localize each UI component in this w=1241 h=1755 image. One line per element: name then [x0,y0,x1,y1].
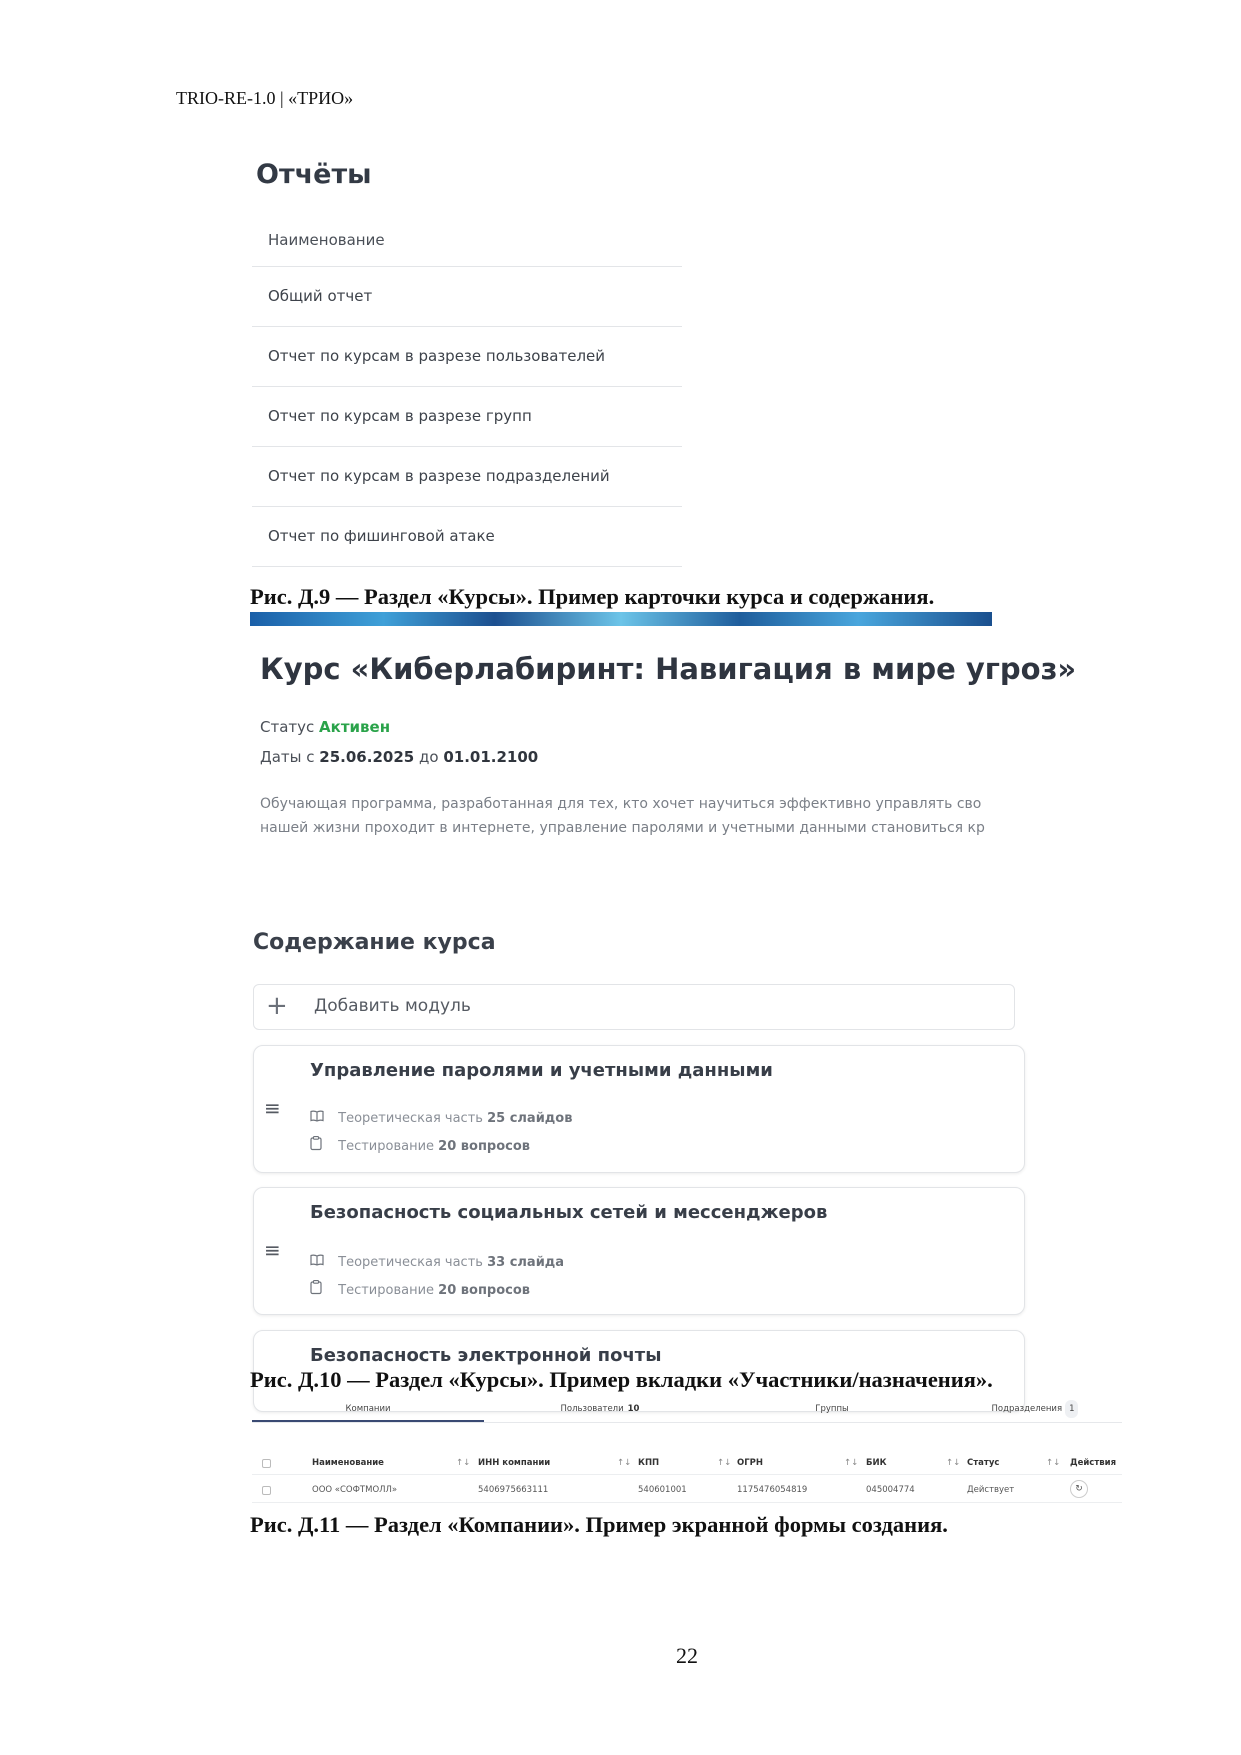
figure-caption-10: Рис. Д.10 — Раздел «Курсы». Пример вкладки «Участники/назначения». [250,1367,993,1392]
cell-ogrn: 1175476054819 [737,1485,808,1495]
column-header-kpp[interactable]: КПП [638,1458,660,1468]
test-count: 20 вопросов [438,1283,531,1298]
cell-kpp: 540601001 [638,1485,687,1495]
participants-table-panel [252,1400,1122,1508]
theory-label: Теоретическая часть [338,1255,483,1270]
tab-departments[interactable] [948,1400,1122,1422]
theory-count: 33 слайда [487,1255,565,1270]
tab-groups[interactable] [716,1400,948,1422]
date-to: 01.01.2100 [443,748,539,766]
module-test [310,1280,530,1298]
course-status [260,718,390,736]
column-header-status[interactable]: Статус [967,1458,1000,1468]
row-checkbox[interactable] [262,1486,271,1495]
sort-icon[interactable]: ↑↓ [946,1458,961,1468]
module-theory [310,1254,564,1270]
reports-panel [252,160,682,567]
tab-label: Группы [815,1404,849,1414]
plus-icon: + [266,991,288,1021]
drag-handle-icon[interactable]: ≡ [264,1238,281,1262]
course-card [250,612,1077,1366]
tabs-divider [252,1422,1122,1423]
date-from: 25.06.2025 [319,748,415,766]
figure-caption-11: Рис. Д.11 — Раздел «Компании». Пример экранной формы создания. [250,1512,948,1537]
module-card[interactable] [253,1045,1025,1173]
figure-caption-9: Рис. Д.9 — Раздел «Курсы». Пример карточки курса и содержания. [250,584,935,609]
refresh-icon[interactable]: ↻ [1070,1480,1088,1498]
status-label: Статус [260,718,315,736]
module-theory [310,1110,572,1126]
test-label: Тестирование [338,1283,435,1298]
clipboard-icon [310,1280,326,1298]
reports-title: Отчёты [256,159,372,190]
report-row-general[interactable]: Общий отчет [252,267,682,327]
column-header-bik[interactable]: БИК [866,1458,887,1468]
test-count: 20 вопросов [438,1139,531,1154]
dates-prefix: Даты с [260,748,315,766]
description-line: нашей жизни проходит в интернете, управление паролями и учетными данными становиться кр [260,820,985,836]
column-header-actions: Действия [1070,1458,1117,1468]
course-banner-image [250,612,992,626]
cell-name[interactable]: ООО «СОФТМОЛЛ» [312,1485,398,1495]
module-test [310,1136,530,1154]
tab-users[interactable] [484,1400,716,1422]
sort-icon[interactable]: ↑↓ [1046,1458,1061,1468]
header-divider [252,1474,1122,1475]
course-content-title: Содержание курса [253,930,496,955]
add-module-label: Добавить модуль [314,996,471,1016]
sort-icon[interactable]: ↑↓ [844,1458,859,1468]
add-module-button[interactable] [253,984,1015,1030]
module-title: Безопасность социальных сетей и мессенджеров [310,1202,828,1223]
sort-icon[interactable]: ↑↓ [717,1458,732,1468]
report-row-by-groups[interactable]: Отчет по курсам в разрезе групп [252,387,682,447]
theory-label: Теоретическая часть [338,1111,483,1126]
column-header-name[interactable]: Наименование [312,1458,384,1468]
description-line: Обучающая программа, разработанная для тех, кто хочет научиться эффективно управлять сво [260,796,982,812]
report-row-phishing[interactable]: Отчет по фишинговой атаке [252,507,682,567]
module-title: Управление паролями и учетными данными [310,1060,773,1081]
tab-companies[interactable] [252,1400,484,1422]
column-header-ogrn[interactable]: ОГРН [737,1458,763,1468]
report-row-by-users[interactable]: Отчет по курсам в разрезе пользователей [252,327,682,387]
cell-bik: 045004774 [866,1485,915,1495]
row-divider [252,1502,1122,1503]
page-number: 22 [676,1643,698,1668]
test-label: Тестирование [338,1139,435,1154]
module-title: Безопасность электронной почты [310,1345,662,1366]
theory-count: 25 слайдов [487,1111,573,1126]
sort-icon[interactable]: ↑↓ [617,1458,632,1468]
tab-count: 1 [1065,1400,1078,1418]
status-badge: Активен [319,718,391,736]
course-title: Курс «Киберлабиринт: Навигация в мире угроз» [260,652,1077,686]
cell-inn: 5406975663111 [478,1485,549,1495]
course-dates [260,748,538,766]
book-icon [310,1254,326,1270]
report-row-by-departments[interactable]: Отчет по курсам в разрезе подразделений [252,447,682,507]
sort-icon[interactable]: ↑↓ [456,1458,471,1468]
reports-column-header: Наименование [252,216,682,267]
tab-label: Компании [345,1404,391,1414]
book-icon [310,1110,326,1126]
cell-status: Действует [967,1485,1015,1495]
column-header-inn[interactable]: ИНН компании [478,1458,551,1468]
course-description [260,792,992,840]
dates-middle: до [418,748,439,766]
document-header: TRIO-RE-1.0 | «ТРИО» [176,88,354,108]
module-card[interactable] [253,1187,1025,1315]
tab-label: Пользователи [560,1404,624,1414]
drag-handle-icon[interactable]: ≡ [264,1096,281,1120]
tab-label: Подразделения [991,1404,1063,1414]
tab-count: 10 [627,1404,640,1414]
select-all-checkbox[interactable] [262,1459,271,1468]
clipboard-icon [310,1136,326,1154]
